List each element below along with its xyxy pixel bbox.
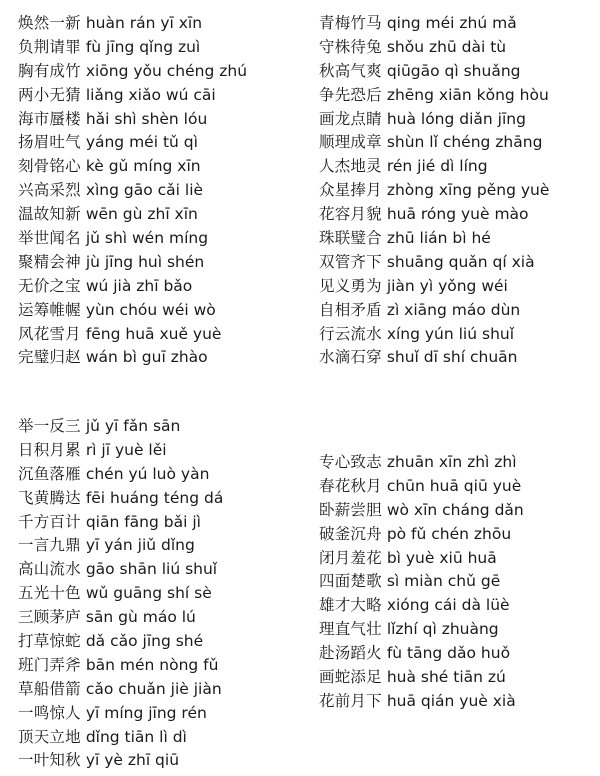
idiom-hanzi: 画蛇添足 xyxy=(319,668,382,687)
idiom-entry xyxy=(18,179,247,203)
idiom-pinyin: yī míng jīng rén xyxy=(85,703,207,722)
idiom-entry xyxy=(319,12,549,36)
idiom-hanzi: 四面楚歌 xyxy=(319,572,382,591)
idiom-entry xyxy=(18,534,223,558)
idiom-entry xyxy=(319,299,549,323)
idiom-entry xyxy=(319,275,549,299)
idiom-pinyin: liǎng xiǎo wú cāi xyxy=(85,85,216,104)
idiom-hanzi: 草船借箭 xyxy=(18,679,81,698)
idiom-hanzi: 秋高气爽 xyxy=(319,61,382,80)
idiom-pinyin: chén yú luò yàn xyxy=(85,464,210,483)
idiom-pinyin: wú jià zhī bǎo xyxy=(85,276,193,295)
idiom-hanzi: 无价之宝 xyxy=(18,276,81,295)
idiom-entry xyxy=(18,275,247,299)
idiom-pinyin: huà lóng diǎn jīng xyxy=(386,109,526,128)
idiom-hanzi: 珠联璧合 xyxy=(319,229,382,248)
idiom-list-bottom-left xyxy=(18,415,223,773)
idiom-entry xyxy=(18,439,223,463)
idiom-hanzi: 花容月貌 xyxy=(319,205,382,224)
idiom-pinyin: kè gǔ míng xīn xyxy=(85,157,201,176)
idiom-entry xyxy=(18,155,247,179)
idiom-entry xyxy=(18,487,223,511)
idiom-pinyin: dǎ cǎo jīng shé xyxy=(85,632,204,651)
idiom-pinyin: lǐzhí qì zhuàng xyxy=(386,620,499,639)
idiom-pinyin: qing méi zhú mǎ xyxy=(386,14,517,32)
idiom-entry xyxy=(18,702,223,726)
idiom-hanzi: 聚精会神 xyxy=(18,252,81,271)
idiom-hanzi: 顺理成章 xyxy=(319,133,382,152)
idiom-pinyin: wò xīn cháng dǎn xyxy=(386,500,524,519)
idiom-entry xyxy=(18,678,223,702)
idiom-pinyin: sān gù máo lú xyxy=(85,608,196,627)
idiom-pinyin: shùn lǐ chéng zhāng xyxy=(386,133,543,152)
idiom-hanzi: 两小无猜 xyxy=(18,85,81,104)
idiom-entry xyxy=(18,511,223,535)
idiom-pinyin: fēi huáng téng dá xyxy=(85,488,224,507)
idiom-pinyin: yī yè zhī qiū xyxy=(85,751,180,770)
idiom-entry xyxy=(319,451,524,475)
idiom-entry xyxy=(319,227,549,251)
idiom-entry xyxy=(18,346,247,370)
idiom-hanzi: 守株待兔 xyxy=(319,37,382,56)
idiom-entry xyxy=(319,36,549,60)
idiom-hanzi: 众星捧月 xyxy=(319,181,382,200)
idiom-entry xyxy=(18,227,247,251)
idiom-entry xyxy=(319,60,549,84)
idiom-entry xyxy=(319,618,524,642)
idiom-hanzi: 沉鱼落雁 xyxy=(18,464,81,483)
idiom-entry xyxy=(319,323,549,347)
idiom-entry xyxy=(319,594,524,618)
idiom-pinyin: zhuān xīn zhì zhì xyxy=(386,453,517,471)
idiom-hanzi: 人杰地灵 xyxy=(319,157,382,176)
idiom-pinyin: hǎi shì shèn lóu xyxy=(85,109,208,128)
idiom-pinyin: xíng yún liú shuǐ xyxy=(386,324,515,343)
idiom-pinyin: bān mén nòng fǔ xyxy=(85,655,219,674)
idiom-entry xyxy=(18,463,223,487)
idiom-hanzi: 兴高采烈 xyxy=(18,181,81,200)
idiom-entry xyxy=(18,749,223,773)
idiom-pinyin: wēn gù zhī xīn xyxy=(85,205,198,224)
idiom-hanzi: 花前月下 xyxy=(319,691,382,710)
idiom-pinyin: xióng cái dà lüè xyxy=(386,596,510,615)
idiom-pinyin: shuāng quǎn qí xià xyxy=(386,252,535,271)
idiom-pinyin: pò fǔ chén zhōu xyxy=(386,524,512,543)
idiom-pinyin: jiàn yì yǒng wéi xyxy=(386,276,508,295)
idiom-entry xyxy=(18,726,223,750)
idiom-hanzi: 青梅竹马 xyxy=(319,14,382,32)
idiom-hanzi: 举世闻名 xyxy=(18,229,81,248)
idiom-entry xyxy=(319,690,524,714)
idiom-pinyin: jù jīng huì shén xyxy=(85,252,205,271)
idiom-entry xyxy=(319,84,549,108)
idiom-entry xyxy=(18,582,223,606)
idiom-hanzi: 运筹帷幄 xyxy=(18,300,81,319)
idiom-pinyin: jǔ yī fǎn sān xyxy=(85,417,181,435)
idiom-hanzi: 千方百计 xyxy=(18,512,81,531)
idiom-list-top-left xyxy=(18,12,247,370)
idiom-entry xyxy=(18,415,223,439)
idiom-hanzi: 画龙点睛 xyxy=(319,109,382,128)
idiom-hanzi: 卧薪尝胆 xyxy=(319,500,382,519)
idiom-entry xyxy=(319,131,549,155)
idiom-pinyin: yáng méi tǔ qì xyxy=(85,133,198,152)
idiom-entry xyxy=(319,251,549,275)
idiom-pinyin: bì yuè xiū huā xyxy=(386,548,497,567)
idiom-hanzi: 胸有成竹 xyxy=(18,61,81,80)
idiom-entry xyxy=(319,642,524,666)
idiom-pinyin: huā qián yuè xià xyxy=(386,691,516,710)
idiom-pinyin: huā róng yuè mào xyxy=(386,205,529,224)
idiom-pinyin: wǔ guāng shí sè xyxy=(85,584,212,603)
idiom-entry xyxy=(319,666,524,690)
idiom-pinyin: huàn rán yī xīn xyxy=(85,14,203,32)
idiom-pinyin: yī yán jiǔ dǐng xyxy=(85,536,195,555)
idiom-pinyin: xiōng yǒu chéng zhú xyxy=(85,61,248,80)
idiom-entry xyxy=(18,630,223,654)
idiom-pinyin: sì miàn chǔ gē xyxy=(386,572,501,591)
idiom-hanzi: 举一反三 xyxy=(18,417,81,435)
idiom-hanzi: 破釜沉舟 xyxy=(319,524,382,543)
idiom-entry xyxy=(18,299,247,323)
idiom-hanzi: 行云流水 xyxy=(319,324,382,343)
idiom-entry xyxy=(18,84,247,108)
idiom-entry xyxy=(319,203,549,227)
idiom-hanzi: 完璧归赵 xyxy=(18,348,81,367)
idiom-hanzi: 水滴石穿 xyxy=(319,348,382,367)
idiom-hanzi: 飞黄腾达 xyxy=(18,488,81,507)
idiom-pinyin: fù jīng qǐng zuì xyxy=(85,37,201,56)
idiom-hanzi: 双管齐下 xyxy=(319,252,382,271)
idiom-pinyin: dǐng tiān lì dì xyxy=(85,727,187,746)
idiom-pinyin: zhòng xīng pěng yuè xyxy=(386,181,550,200)
idiom-entry xyxy=(319,570,524,594)
idiom-hanzi: 顶天立地 xyxy=(18,727,81,746)
idiom-pinyin: rén jié dì líng xyxy=(386,157,488,176)
idiom-entry xyxy=(319,523,524,547)
idiom-hanzi: 日积月累 xyxy=(18,440,81,459)
idiom-entry xyxy=(18,12,247,36)
idiom-pinyin: zì xiāng máo dùn xyxy=(386,300,521,319)
idiom-pinyin: rì jī yuè lěi xyxy=(85,440,167,459)
idiom-hanzi: 理直气壮 xyxy=(319,620,382,639)
idiom-pinyin: shuǐ dī shí chuān xyxy=(386,348,518,367)
idiom-pinyin: zhēng xiān kǒng hòu xyxy=(386,85,549,104)
idiom-entry xyxy=(319,475,524,499)
idiom-hanzi: 班门弄斧 xyxy=(18,655,81,674)
idiom-entry xyxy=(18,606,223,630)
idiom-entry xyxy=(18,558,223,582)
idiom-hanzi: 扬眉吐气 xyxy=(18,133,81,152)
idiom-hanzi: 闭月羞花 xyxy=(319,548,382,567)
idiom-pinyin: qiān fāng bǎi jì xyxy=(85,512,201,531)
idiom-pinyin: zhū lián bì hé xyxy=(386,229,491,248)
idiom-entry xyxy=(18,654,223,678)
idiom-hanzi: 打草惊蛇 xyxy=(18,632,81,651)
idiom-hanzi: 自相矛盾 xyxy=(319,300,382,319)
idiom-list-top-right xyxy=(319,12,549,370)
idiom-hanzi: 风花雪月 xyxy=(18,324,81,343)
idiom-entry xyxy=(18,203,247,227)
idiom-entry xyxy=(18,60,247,84)
idiom-hanzi: 刻骨铭心 xyxy=(18,157,81,176)
idiom-hanzi: 负荆请罪 xyxy=(18,37,81,56)
idiom-pinyin: shǒu zhū dài tù xyxy=(386,37,507,56)
idiom-hanzi: 五光十色 xyxy=(18,584,81,603)
idiom-hanzi: 专心致志 xyxy=(319,453,382,471)
idiom-pinyin: cǎo chuǎn jiè jiàn xyxy=(85,679,222,698)
idiom-hanzi: 雄才大略 xyxy=(319,596,382,615)
idiom-pinyin: huà shé tiān zú xyxy=(386,668,506,687)
idiom-list-bottom-right xyxy=(319,451,524,714)
idiom-hanzi: 一叶知秋 xyxy=(18,751,81,770)
idiom-pinyin: fù tāng dǎo huǒ xyxy=(386,644,511,663)
idiom-hanzi: 海市蜃楼 xyxy=(18,109,81,128)
idiom-entry xyxy=(319,499,524,523)
idiom-hanzi: 见义勇为 xyxy=(319,276,382,295)
idiom-entry xyxy=(319,547,524,571)
idiom-pinyin: xìng gāo cǎi liè xyxy=(85,181,204,200)
idiom-entry xyxy=(319,346,549,370)
idiom-pinyin: qiūgāo qì shuǎng xyxy=(386,61,521,80)
idiom-pinyin: wán bì guī zhào xyxy=(85,348,208,367)
idiom-entry xyxy=(18,36,247,60)
idiom-hanzi: 春花秋月 xyxy=(319,476,382,495)
idiom-entry xyxy=(319,108,549,132)
idiom-hanzi: 焕然一新 xyxy=(18,14,81,32)
idiom-pinyin: fēng huā xuě yuè xyxy=(85,324,222,343)
idiom-entry xyxy=(18,323,247,347)
idiom-hanzi: 三顾茅庐 xyxy=(18,608,81,627)
idiom-hanzi: 高山流水 xyxy=(18,560,81,579)
idiom-entry xyxy=(319,155,549,179)
idiom-pinyin: jǔ shì wén míng xyxy=(85,229,209,248)
idiom-pinyin: gāo shān liú shuǐ xyxy=(85,560,218,579)
idiom-entry xyxy=(319,179,549,203)
idiom-entry xyxy=(18,108,247,132)
idiom-pinyin: chūn huā qiū yuè xyxy=(386,476,522,495)
idiom-hanzi: 一言九鼎 xyxy=(18,536,81,555)
idiom-hanzi: 一鸣惊人 xyxy=(18,703,81,722)
idiom-entry xyxy=(18,251,247,275)
idiom-entry xyxy=(18,131,247,155)
idiom-hanzi: 赴汤蹈火 xyxy=(319,644,382,663)
idiom-pinyin: yùn chóu wéi wò xyxy=(85,300,216,319)
idiom-hanzi: 争先恐后 xyxy=(319,85,382,104)
idiom-hanzi: 温故知新 xyxy=(18,205,81,224)
